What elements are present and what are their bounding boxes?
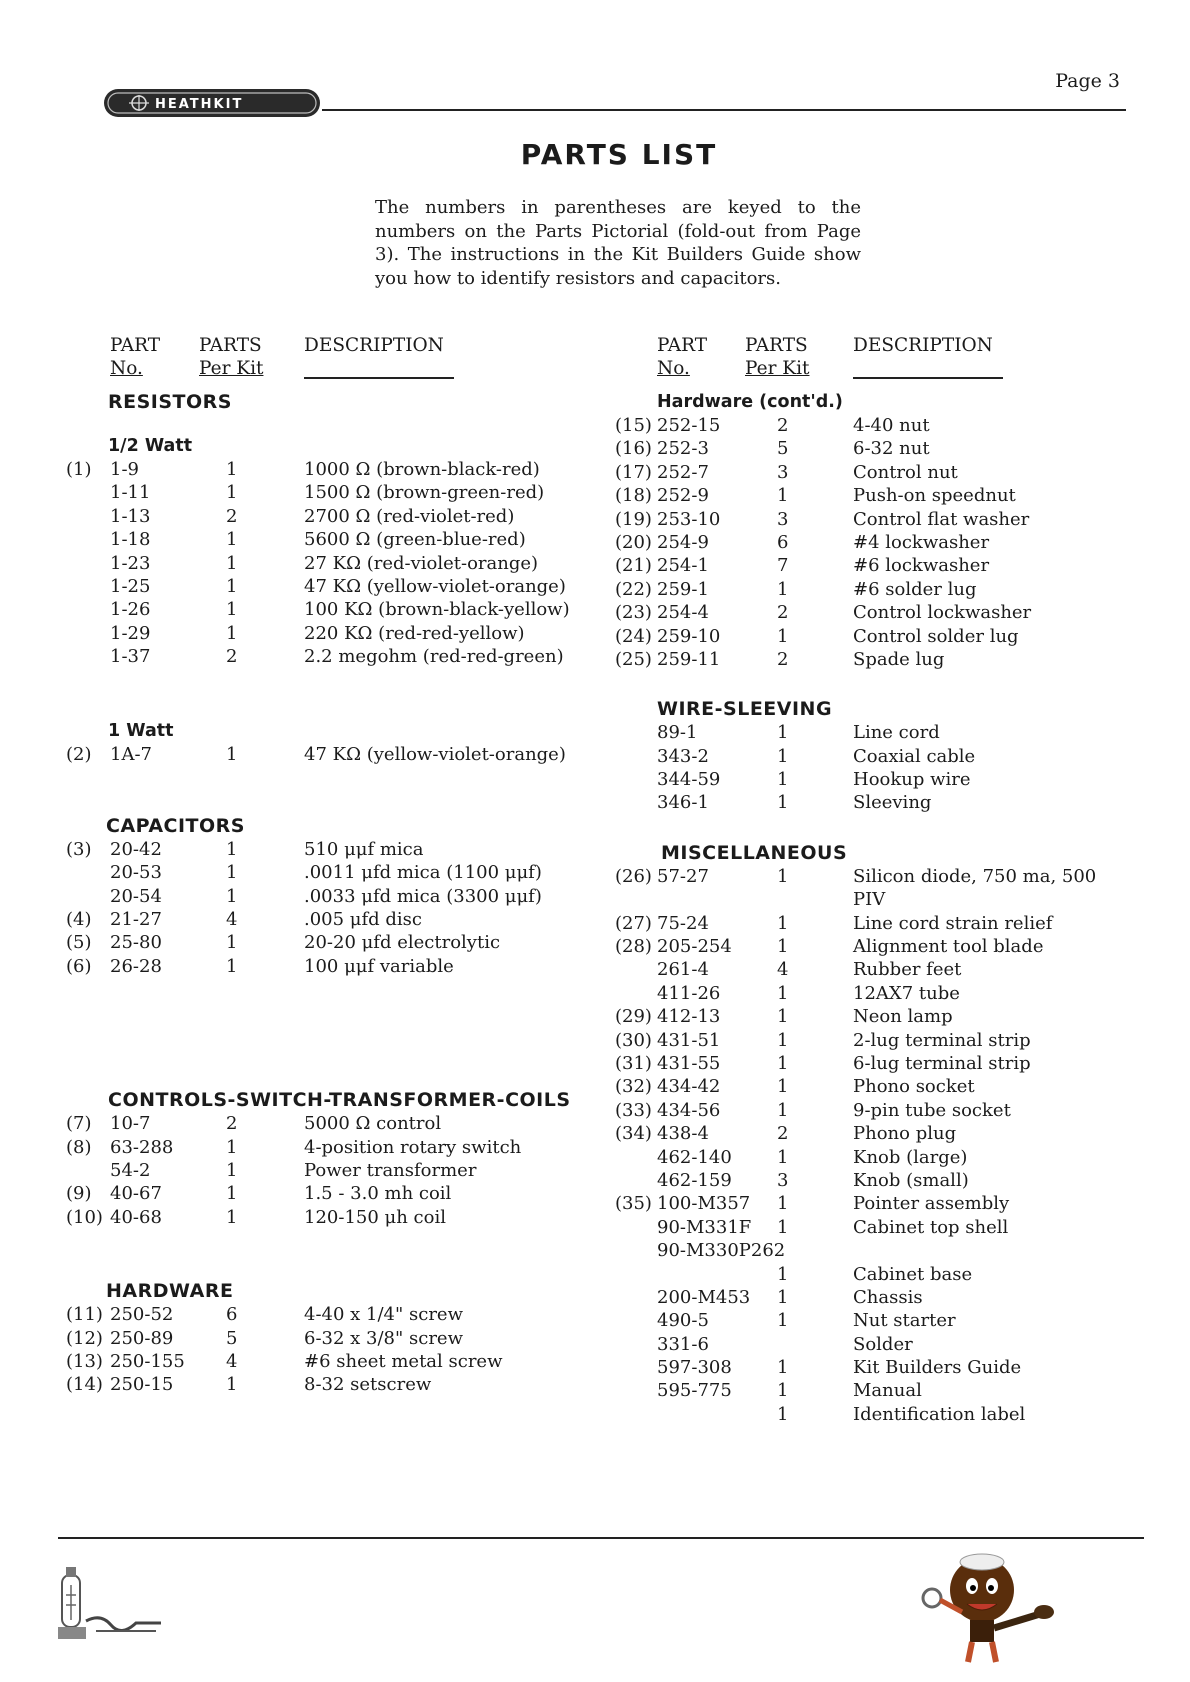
right-column <box>615 334 1125 1426</box>
table-row: 462-159 3 Knob (small) <box>657 1169 969 1191</box>
table-row: (30) 431-51 1 2-lug terminal strip <box>615 1029 1031 1051</box>
table-row: 1 Identification label <box>777 1403 1026 1425</box>
heathkit-logo <box>103 86 321 120</box>
table-row: (35) 100-M357 1 Pointer assembly <box>615 1193 1010 1215</box>
parts-header: PARTS <box>745 335 808 356</box>
column-header <box>615 334 1125 382</box>
capacitors-list <box>66 838 606 978</box>
table-row: (4) 21-27 4 .005 μfd disc <box>66 909 423 931</box>
intro-paragraph: The numbers in parentheses are keyed to the numbers on the Parts Pictorial (fold-out from Page 3). The instructions in the Kit Builders Guide show you how to identify resistors and capacitors. <box>375 197 861 289</box>
table-row: 343-2 1 Coaxial cable <box>657 745 976 767</box>
table-row: 1-37 2 2.2 megohm (red-red-green) <box>110 646 564 668</box>
table-row: (24) 259-10 1 Control solder lug <box>615 625 1019 647</box>
table-row: (10) 40-68 1 120-150 μh coil <box>66 1206 446 1228</box>
table-row: (22) 259-1 1 #6 solder lug <box>615 578 977 600</box>
section-controls: CONTROLS-SWITCH-TRANSFORMER-COILS <box>108 1089 571 1112</box>
hardware-list <box>66 1303 606 1397</box>
table-row: 597-308 1 Kit Builders Guide <box>657 1357 1022 1379</box>
table-row: (5) 25-80 1 20-20 μfd electrolytic <box>66 932 501 954</box>
heathkit-mascot-icon <box>912 1542 1062 1667</box>
section-miscellaneous: MISCELLANEOUS <box>661 841 848 864</box>
column-header <box>66 334 606 382</box>
table-row: (8) 63-288 1 4-position rotary switch <box>66 1136 522 1158</box>
table-row: (12) 250-89 5 6-32 x 3/8" screw <box>66 1327 463 1349</box>
table-row: 200-M453 1 Chassis <box>657 1286 923 1308</box>
table-row: (11) 250-52 6 4-40 x 1/4" screw <box>66 1304 463 1326</box>
section-hardware: HARDWARE <box>106 1280 234 1303</box>
page-number: Page 3 <box>1055 70 1120 92</box>
part-header: PART <box>657 335 708 356</box>
part-no-header: No. <box>657 358 690 379</box>
table-row: (3) 20-42 1 510 μμf mica <box>66 838 424 860</box>
table-row: 411-26 1 12AX7 tube <box>657 982 960 1004</box>
wire-list <box>615 721 1125 815</box>
section-capacitors: CAPACITORS <box>106 814 245 837</box>
table-row: (16) 252-3 5 6-32 nut <box>615 438 930 460</box>
table-row: (31) 431-55 1 6-lug terminal strip <box>615 1053 1031 1074</box>
table-row: (34) 438-4 2 Phono plug <box>615 1123 957 1145</box>
table-row: (1) 1-9 1 1000 Ω (brown-black-red) <box>66 459 540 480</box>
description-header: DESCRIPTION <box>304 335 444 356</box>
table-row: 90-M330P262 1 Cabinet base <box>657 1240 973 1285</box>
table-row: 1-26 1 100 KΩ (brown-black-yellow) <box>110 599 570 621</box>
table-row: 20-54 1 .0033 μfd mica (3300 μμf) <box>110 885 542 907</box>
table-row: (18) 252-9 1 Push-on speednut <box>615 485 1016 507</box>
table-row: 54-2 1 Power transformer <box>110 1160 477 1182</box>
per-kit-header: Per Kit <box>199 358 264 379</box>
table-row: (6) 26-28 1 100 μμf variable <box>66 955 454 977</box>
table-row: 1-23 1 27 KΩ (red-violet-orange) <box>110 552 539 574</box>
table-row: (20) 254-9 6 #4 lockwasher <box>615 531 990 553</box>
table-row: (13) 250-155 4 #6 sheet metal screw <box>66 1350 503 1372</box>
vacuum-tube-logo-icon <box>56 1565 166 1645</box>
table-row: 490-5 1 Nut starter <box>657 1310 956 1332</box>
page-title: PARTS LIST <box>520 138 718 171</box>
table-row: 462-140 1 Knob (large) <box>657 1146 968 1168</box>
table-row: (26) 57-27 1 Silicon diode, 750 ma, 500 PIV <box>615 865 1097 911</box>
subsection-half-watt: 1/2 Watt <box>108 436 193 456</box>
table-row: (7) 10-7 2 5000 Ω control <box>66 1113 442 1135</box>
table-row: (29) 412-13 1 Neon lamp <box>615 1006 953 1028</box>
controls-list <box>66 1112 606 1229</box>
table-row: (25) 259-11 2 Spade lug <box>615 648 945 670</box>
hardware-contd-list <box>615 414 1125 671</box>
table-row: 261-4 4 Rubber feet <box>657 959 962 981</box>
table-row: 89-1 1 Line cord <box>657 722 940 744</box>
table-row: (14) 250-15 1 8-32 setscrew <box>66 1374 432 1396</box>
table-row: (28) 205-254 1 Alignment tool blade <box>615 936 1044 958</box>
table-row: (33) 434-56 1 9-pin tube socket <box>615 1099 1011 1121</box>
table-row: (15) 252-15 2 4-40 nut <box>615 415 930 436</box>
table-row: 1-29 1 220 KΩ (red-red-yellow) <box>110 622 525 644</box>
table-row: 346-1 1 Sleeving <box>657 792 932 814</box>
parts-header: PARTS <box>199 335 262 356</box>
table-row: (17) 252-7 3 Control nut <box>615 461 958 483</box>
per-kit-header: Per Kit <box>745 358 810 379</box>
table-row: 20-53 1 .0011 μfd mica (1100 μμf) <box>110 862 542 884</box>
section-wire-sleeving: WIRE-SLEEVING <box>657 698 833 721</box>
misc-list <box>615 865 1125 1426</box>
part-header: PART <box>110 335 161 356</box>
table-row: 1-18 1 5600 Ω (green-blue-red) <box>110 529 526 551</box>
table-row: (9) 40-67 1 1.5 - 3.0 mh coil <box>66 1183 452 1205</box>
footer-rule <box>58 1537 1144 1539</box>
svg-text:HEATHKIT: HEATHKIT <box>155 97 244 112</box>
table-row: (19) 253-10 3 Control flat washer <box>615 508 1030 530</box>
table-row: 1-13 2 2700 Ω (red-violet-red) <box>110 505 515 527</box>
half-watt-list <box>66 458 606 669</box>
table-row: 331-6 Solder <box>657 1333 913 1355</box>
section-hardware-contd: Hardware (cont'd.) <box>657 392 843 412</box>
table-row: 1-11 1 1500 Ω (brown-green-red) <box>110 482 545 504</box>
table-row: 90-M331F 1 Cabinet top shell <box>657 1216 1009 1238</box>
header-rule <box>322 109 1126 111</box>
table-row: 344-59 1 Hookup wire <box>657 769 971 791</box>
table-row: 1-25 1 47 KΩ (yellow-violet-orange) <box>110 575 566 597</box>
table-row: 595-775 1 Manual <box>657 1380 922 1402</box>
table-row: (27) 75-24 1 Line cord strain relief <box>615 912 1053 934</box>
description-rule <box>853 377 1003 379</box>
description-header: DESCRIPTION <box>853 335 993 356</box>
part-no-header: No. <box>110 358 143 379</box>
table-row: (21) 254-1 7 #6 lockwasher <box>615 555 990 577</box>
table-row: (23) 254-4 2 Control lockwasher <box>615 602 1032 624</box>
subsection-one-watt: 1 Watt <box>108 720 174 741</box>
description-rule <box>304 377 454 379</box>
left-column <box>66 334 606 1397</box>
table-row: (2) 1A-7 1 47 KΩ (yellow-violet-orange) <box>66 743 566 765</box>
table-row: (32) 434-42 1 Phono socket <box>615 1076 975 1098</box>
section-resistors: RESISTORS <box>108 391 232 413</box>
